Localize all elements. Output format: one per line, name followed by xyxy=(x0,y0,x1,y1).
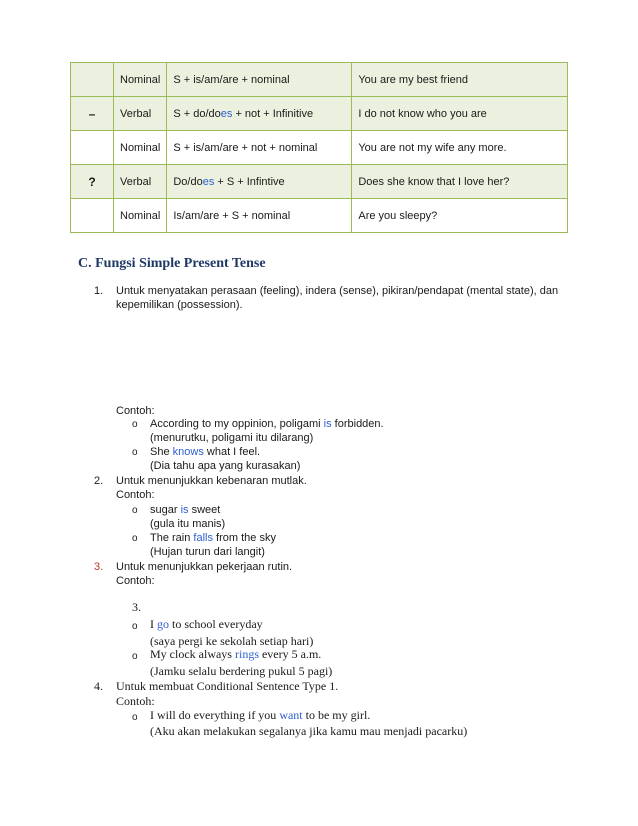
sentence-part: The rain xyxy=(150,532,194,544)
formula-cell: Is/am/are + S + nominal xyxy=(167,199,352,233)
sentence-part: to be my girl. xyxy=(302,708,371,722)
sentence-part: She xyxy=(150,446,173,458)
example-cell: Does she know that I love her? xyxy=(352,165,568,199)
verb-highlight: want xyxy=(279,708,303,722)
example-translation: (Hujan turun dari langit) xyxy=(150,546,265,558)
formula-part: + S + Infintive xyxy=(214,175,285,188)
symbol-cell xyxy=(71,199,114,233)
bullet-icon: o xyxy=(132,621,138,632)
example-cell: Are you sleepy? xyxy=(352,199,568,233)
item-number: 4. xyxy=(94,679,103,693)
formula-cell xyxy=(167,97,352,131)
type-cell: Nominal xyxy=(114,131,167,165)
type-cell: Nominal xyxy=(114,63,167,97)
example-sentence xyxy=(150,708,370,722)
bullet-icon: o xyxy=(132,533,138,544)
contoh-label: Contoh: xyxy=(116,489,155,501)
verb-highlight: falls xyxy=(193,532,213,544)
verb-highlight: rings xyxy=(234,647,259,661)
type-cell: Verbal xyxy=(114,97,167,131)
item-text: Untuk menunjukkan kebenaran mutlak. xyxy=(116,475,307,487)
example-cell: You are my best friend xyxy=(352,63,568,97)
type-cell: Verbal xyxy=(114,165,167,199)
formula-part: S + do/do xyxy=(173,107,221,120)
example-translation: (menurutku, poligami itu dilarang) xyxy=(150,432,314,444)
sentence-part: from the sky xyxy=(212,532,276,544)
formula-part: Do/do xyxy=(173,175,203,188)
sentence-part: sweet xyxy=(188,504,221,516)
contoh-label: Contoh: xyxy=(116,575,155,587)
verb-highlight: is xyxy=(180,504,189,516)
item-text: Untuk menyatakan perasaan (feeling), indera (sense), pikiran/pendapat (mental state), dan xyxy=(116,285,559,297)
table-row xyxy=(71,97,568,131)
symbol-cell xyxy=(71,63,114,97)
item-text: Untuk menunjukkan pekerjaan rutin. xyxy=(116,561,293,573)
item-text: kepemilikan (possession). xyxy=(116,299,243,311)
formula-cell xyxy=(167,165,352,199)
example-translation: (Jamku selalu berdering pukul 5 pagi) xyxy=(150,664,333,678)
formula-cell: S + is/am/are + not + nominal xyxy=(167,131,352,165)
symbol-cell xyxy=(71,131,114,165)
example-translation: (Dia tahu apa yang kurasakan) xyxy=(150,460,301,472)
example-cell: I do not know who you are xyxy=(352,97,568,131)
formula-highlight: es xyxy=(202,175,215,188)
sentence-part: My clock always xyxy=(150,647,235,661)
bullet-icon: o xyxy=(132,505,138,516)
section-heading: C. Fungsi Simple Present Tense xyxy=(78,256,266,271)
bullet-icon: o xyxy=(132,447,138,458)
example-sentence xyxy=(150,617,263,631)
table-row xyxy=(71,131,568,165)
verb-highlight: is xyxy=(323,418,332,430)
example-sentence xyxy=(150,647,321,661)
symbol-cell: – xyxy=(71,97,114,131)
formula-highlight: es xyxy=(220,107,233,120)
example-translation: (gula itu manis) xyxy=(150,518,226,530)
example-sentence xyxy=(150,503,220,517)
item-number: 3. xyxy=(94,561,104,573)
table-row xyxy=(71,165,568,199)
symbol-cell: ? xyxy=(71,165,114,199)
table-row xyxy=(71,199,568,233)
example-cell: You are not my wife any more. xyxy=(352,131,568,165)
sentence-part: sugar xyxy=(150,504,181,516)
sentence-part: forbidden. xyxy=(331,418,384,430)
example-translation: (saya pergi ke sekolah setiap hari) xyxy=(150,634,314,648)
bullet-icon: o xyxy=(132,651,138,662)
type-cell: Nominal xyxy=(114,199,167,233)
sentence-part: to school everyday xyxy=(169,617,263,631)
item-number: 2. xyxy=(94,475,104,487)
example-sentence xyxy=(150,445,260,459)
sub-number: 3. xyxy=(132,600,141,614)
formula-cell: S + is/am/are + nominal xyxy=(167,63,352,97)
bullet-icon: o xyxy=(132,419,138,430)
formula-part: + not + Infinitive xyxy=(232,107,314,120)
example-sentence xyxy=(150,531,276,545)
example-translation: (Aku akan melakukan segalanya jika kamu mau menjadi pacarku) xyxy=(150,724,468,738)
verb-highlight: go xyxy=(157,617,169,631)
sentence-part: what I feel. xyxy=(203,446,261,458)
verb-highlight: knows xyxy=(172,446,204,458)
tense-formula-table xyxy=(70,62,568,233)
example-sentence xyxy=(150,417,384,431)
sentence-part: I xyxy=(150,617,157,631)
sentence-part: According to my oppinion, poligami xyxy=(150,418,324,430)
item-text: Untuk membuat Conditional Sentence Type 1. xyxy=(116,679,339,693)
contoh-label: Contoh: xyxy=(116,405,155,417)
table-row xyxy=(71,63,568,97)
contoh-label: Contoh: xyxy=(116,694,155,708)
sentence-part: I will do everything if you xyxy=(150,708,280,722)
sentence-part: every 5 a.m. xyxy=(258,647,322,661)
item-number: 1. xyxy=(94,285,104,297)
bullet-icon: o xyxy=(132,712,138,723)
